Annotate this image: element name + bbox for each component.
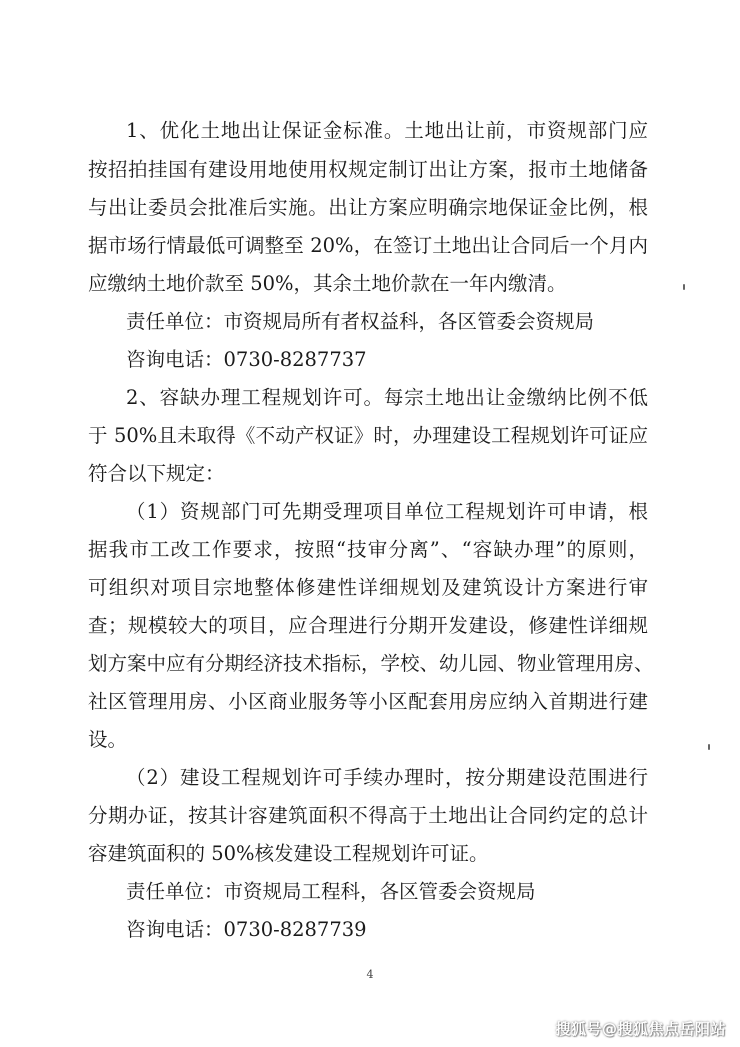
paragraph-line: （1）资规部门可先期受理项目单位工程规划许可申请，根 — [126, 500, 648, 523]
paragraph-line: 于 50%且未取得《不动产权证》时，办理建设工程规划许可证应 — [88, 424, 648, 447]
paragraph-line: 可组织对项目宗地整体修建性详细规划及建筑设计方案进行审 — [88, 576, 648, 599]
paragraph-line: 符合以下规定： — [88, 462, 225, 485]
responsible-unit-line: 责任单位：市资规局工程科，各区管委会资规局 — [126, 880, 536, 903]
paragraph-line: 分期办证，按其计容建筑面积不得高于土地出让合同约定的总计 — [88, 804, 648, 827]
paragraph-line: 应缴纳土地价款至 50%，其余土地价款在一年内缴清。 — [88, 272, 567, 295]
paragraph-line: 与出让委员会批准后实施。出让方案应明确宗地保证金比例，根 — [88, 196, 648, 219]
contact-phone-line: 咨询电话：0730-8287737 — [126, 348, 367, 371]
paragraph-line: 1、优化土地出让保证金标准。土地出让前，市资规部门应 — [126, 119, 648, 142]
scan-speck — [708, 744, 710, 750]
paragraph-line: 社区管理用房、小区商业服务等小区配套用房应纳入首期进行建 — [88, 690, 648, 713]
paragraph-line: 据我市工改工作要求，按照“技审分离”、“容缺办理”的原则， — [88, 538, 648, 561]
watermark-text: 搜狐号@搜狐焦点岳阳站 — [555, 1020, 726, 1038]
paragraph-line: 划方案中应有分期经济技术指标，学校、幼儿园、物业管理用房、 — [88, 652, 654, 675]
paragraph-line: 据市场行情最低可调整至 20%，在签订土地出让合同后一个月内 — [88, 234, 648, 257]
scan-speck — [683, 284, 685, 290]
paragraph-line: 查；规模较大的项目，应合理进行分期开发建设，修建性详细规 — [88, 614, 648, 637]
paragraph-line: 按招拍挂国有建设用地使用权规定制订出让方案，报市土地储备 — [88, 158, 648, 181]
paragraph-line: 容建筑面积的 50%核发建设工程规划许可证。 — [88, 842, 489, 865]
paragraph-line: 设。 — [88, 728, 128, 751]
paragraph-line: 2、容缺办理工程规划许可。每宗土地出让金缴纳比例不低 — [126, 386, 648, 409]
page-number: 4 — [366, 968, 374, 981]
responsible-unit-line: 责任单位：市资规局所有者权益科，各区管委会资规局 — [126, 310, 595, 333]
contact-phone-line: 咨询电话：0730-8287739 — [126, 918, 367, 941]
paragraph-line: （2）建设工程规划许可手续办理时，按分期建设范围进行 — [126, 766, 648, 789]
